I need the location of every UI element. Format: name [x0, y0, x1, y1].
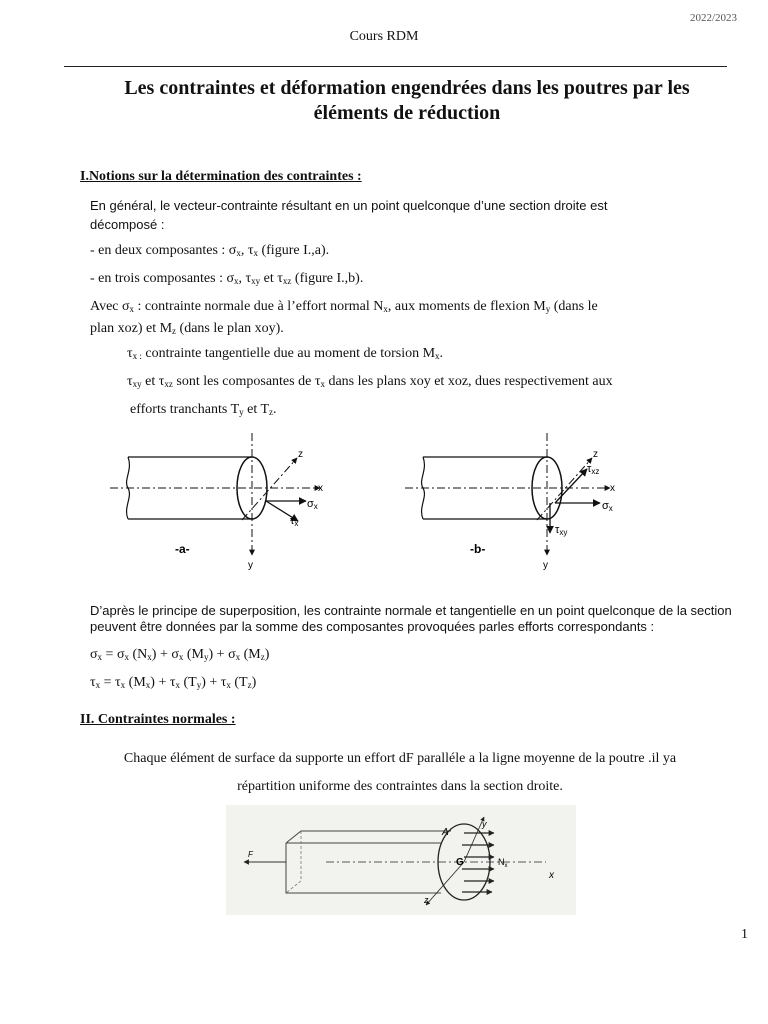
- g-label: G: [456, 857, 464, 868]
- a-label: A: [442, 827, 449, 838]
- superposition-paragraph: [90, 603, 732, 635]
- intro-line-1: En général, le vecteur-contrainte résultant en un point quelconque d’une section droite est: [90, 198, 608, 213]
- superposition-line-2: peuvent être données par la somme des composantes provoquées parles efforts correspondants :: [90, 619, 655, 634]
- f-label: F: [248, 850, 253, 859]
- title-line-2: éléments de réduction: [313, 102, 501, 124]
- bullet-three-components: - en trois composantes : $\sigma_x$, $\tau_{xy}$ et $\tau_{xz}$ (figure I.,b).: [90, 271, 364, 286]
- figure-label-b: -b-: [470, 542, 486, 556]
- z-axis: [242, 458, 297, 520]
- sigma-x-label: σx: [307, 498, 318, 511]
- tau-xy-label: τxy: [555, 524, 568, 537]
- z-label: z: [424, 895, 429, 905]
- x-label: x: [610, 483, 615, 494]
- formula-sigma-x: $\sigma_x = \sigma_x$ $(N_x) + \sigma_x$ $(M_y) + \sigma_x$ $(M_z)$: [90, 647, 270, 662]
- x-label: x: [549, 870, 554, 881]
- nx-label: $N_x$: [498, 857, 508, 869]
- avec-line-1: Avec $\sigma_x$ : contrainte normale due à l’effort normal $N_x$, aux moments de flexion $M_y$ (dans le: [90, 299, 598, 314]
- avec-line-2: plan xoz) et $M_z$ (dans le plan xoy).: [90, 321, 284, 336]
- section-2-heading: II. Contraintes normales :: [80, 712, 236, 727]
- page-number: 1: [741, 927, 748, 942]
- section-2-line-2: répartition uniforme des contraintes dans la section droite.: [237, 779, 563, 794]
- figure-1a: [100, 425, 360, 575]
- x-label: x: [318, 483, 323, 494]
- scan-background: [226, 805, 576, 915]
- z-axis: [537, 458, 592, 520]
- efforts-tranchants-line: efforts tranchants $T_y$ et $T_z$.: [130, 402, 277, 417]
- tau-x-definition: $\tau_{x :}$ contrainte tangentielle due au moment de torsion $M_x$.: [127, 346, 444, 361]
- document-title: [62, 76, 752, 126]
- avec-paragraph: [90, 297, 598, 341]
- y-label: y: [543, 560, 548, 571]
- academic-year: 2022/2023: [690, 12, 738, 24]
- y-label: y: [482, 819, 487, 829]
- y-label: y: [248, 560, 253, 571]
- figure-1b: [395, 425, 655, 575]
- figure-label-a: -a-: [175, 542, 190, 556]
- intro-paragraph: [90, 196, 607, 234]
- tau-x-label: τx: [290, 515, 299, 528]
- figure-2-beam: [226, 805, 576, 915]
- z-label: z: [593, 449, 598, 460]
- tau-xy-xz-definition: $\tau_{xy}$ et $\tau_{xz}$ sont les composantes de $\tau_x$ dans les plans xoy et xoz, dues respectivement aux: [127, 374, 613, 389]
- intro-line-2: décomposé :: [90, 217, 165, 232]
- header-rule: [64, 66, 727, 67]
- superposition-line-1: D’après le principe de superposition, les contrainte normale et tangentielle en un point quelconque de la section: [90, 603, 732, 618]
- section-2-line-1: Chaque élément de surface da supporte un effort dF paralléle a la ligne moyenne de la poutre .il ya: [123, 751, 677, 766]
- section-1-heading: I.Notions sur la détermination des contraintes :: [80, 169, 362, 184]
- z-label: z: [298, 449, 303, 460]
- formula-tau-x: $\tau_x = \tau_x$ $(M_x) + \tau_x$ $(T_y) + \tau_x$ $(T_z)$: [90, 675, 257, 690]
- tau-xz-label: τxz: [587, 463, 600, 476]
- course-name: Cours RDM: [349, 29, 419, 44]
- bullet-two-components: - en deux composantes : $\sigma_x$, $\tau_x$ (figure I.,a).: [90, 243, 330, 258]
- title-line-1: Les contraintes et déformation engendrées dans les poutres par les: [124, 77, 690, 99]
- sigma-x-label: σx: [602, 500, 613, 513]
